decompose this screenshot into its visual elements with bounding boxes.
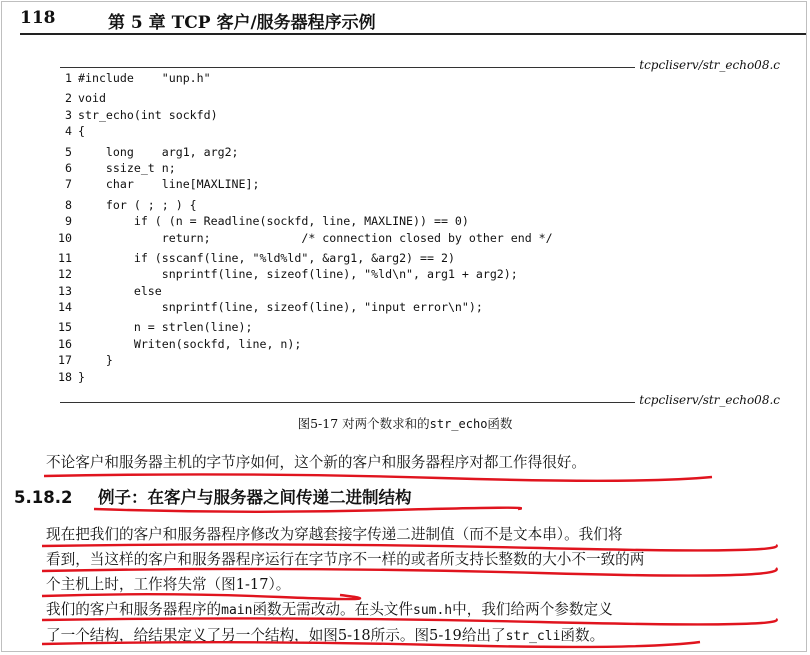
chapter-title: 第 5 章 TCP 客户/服务器程序示例 [108,13,376,33]
line-number: 9 [65,214,72,229]
code-line [56,299,756,315]
code-sum-h: sum.h [413,603,453,618]
code-text: str_echo(int sockfd) [78,107,218,122]
page-number: 118 [20,8,56,28]
code-line [56,123,756,139]
code-line [56,250,756,266]
paragraph-3 [46,597,766,649]
code-line [56,283,756,299]
code-text: for ( ; ; ) { [78,197,197,212]
paragraph-2-line-3: 个主机上时，工作将失常（图1-17）。 [46,576,291,593]
figure-caption [0,414,810,432]
line-number: 1 [65,71,72,85]
page-header [20,6,800,34]
paragraph-2 [46,522,766,597]
code-line [56,160,756,176]
code-text: void [78,91,106,106]
caption-suffix: 函数 [487,416,513,431]
code-line [56,266,756,282]
code-line [56,352,756,368]
paragraph-2-line-1: 现在把我们的客户和服务器程序修改为穿越套接字传递二进制值（而不是文本串）。我们将 [46,526,623,543]
line-number: 3 [65,107,72,122]
line-number: 15 [58,320,72,335]
code-text: else [78,283,162,298]
code-text: { [78,124,85,139]
code-line [56,176,756,192]
code-line [56,107,756,123]
code-text: char line[MAXLINE]; [78,177,260,192]
code-line [56,213,756,229]
code-text: snprintf(line, sizeof(line), "%ld\n", arg1 + arg2); [78,267,518,282]
code-main: main [221,603,253,618]
code-text: if ( (n = Readline(sockfd, line, MAXLINE)) == 0) [78,214,469,229]
line-number: 5 [65,144,72,159]
line-number: 2 [65,91,72,106]
code-text: snprintf(line, sizeof(line), "input error\n"); [78,300,483,315]
section-title: 例子：在客户与服务器之间传递二进制结构 [98,488,412,507]
line-number: 12 [58,267,72,282]
line-number: 6 [65,160,72,175]
line-number: 10 [58,230,72,245]
code-str-cli: str_cli [505,629,561,644]
paragraph-1-text: 不论客户和服务器主机的字节序如何，这个新的客户和服务器程序对都工作得很好。 [46,454,586,471]
code-line [56,70,756,86]
code-listing [56,70,756,385]
line-number: 13 [58,283,72,298]
line-number: 8 [65,197,72,212]
code-text: return; /* connection closed by other end */ [78,230,553,245]
section-number: 5.18.2 [14,488,73,507]
code-line [56,90,756,106]
line-number: 11 [58,250,72,265]
section-heading [14,484,412,508]
line-number: 18 [58,369,72,384]
code-line [56,144,756,160]
code-text: #include "unp.h" [78,71,211,85]
paragraph-3-line-2: 了一个结构，给结果定义了另一个结构，如图5-18所示。图5-19给出了str_cli函数。 [46,627,605,644]
code-text: long arg1, arg2; [78,144,239,159]
line-number: 4 [65,124,72,139]
code-line [56,369,756,385]
file-label-bottom: tcpcliserv/str_echo08.c [635,393,780,407]
code-text: ssize_t n; [78,160,176,175]
caption-code: str_echo [429,417,488,431]
code-text: } [78,353,113,368]
line-number: 7 [65,177,72,192]
code-text: } [78,369,85,384]
code-text: Writen(sockfd, line, n); [78,336,302,351]
code-text: if (sscanf(line, "%ld%ld", &arg1, &arg2) == 2) [78,250,455,265]
code-line [56,230,756,246]
paragraph-3-line-1: 我们的客户和服务器程序的main函数无需改动。在头文件sum.h中，我们给两个参数定义 [46,601,613,618]
file-label-top: tcpcliserv/str_echo08.c [635,58,780,72]
paragraph-1 [46,450,766,475]
header-rule [20,33,806,35]
code-line [56,197,756,213]
line-number: 16 [58,336,72,351]
line-number: 14 [58,300,72,315]
code-text: n = strlen(line); [78,320,253,335]
line-number: 17 [58,353,72,368]
caption-prefix: 图5-17 对两个数求和的 [297,416,430,431]
paragraph-2-line-2: 看到，当这样的客户和服务器程序运行在字节序不一样的或者所支持长整数的大小不一致的两 [46,551,645,568]
code-line [56,319,756,335]
code-line [56,336,756,352]
